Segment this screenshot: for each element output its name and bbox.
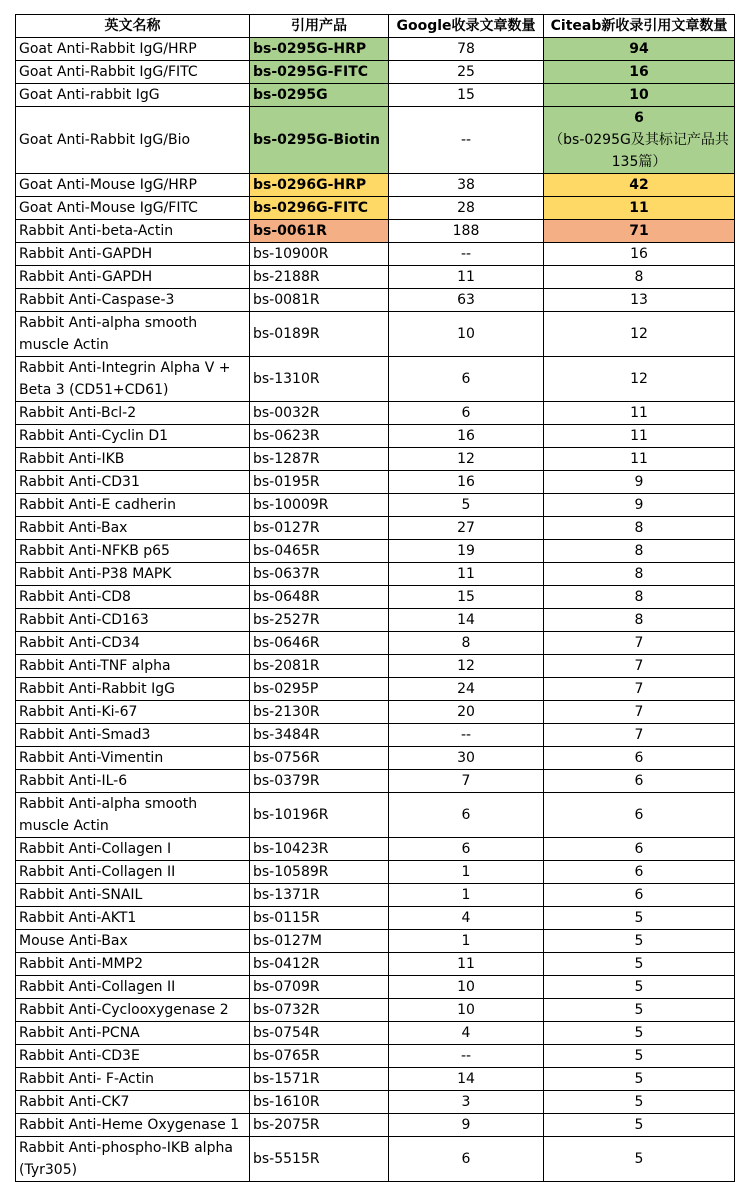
row-product-code: bs-2081R [250, 655, 389, 678]
table-row [16, 1045, 735, 1068]
row-citeab-count: 7 [544, 655, 735, 678]
row-citeab-count: 11 [544, 425, 735, 448]
row-citeab-count: 7 [544, 632, 735, 655]
row-english-name: Rabbit Anti-CD8 [16, 586, 250, 609]
table-row [16, 953, 735, 976]
row-google-count: 30 [389, 747, 544, 770]
row-citeab-count: 8 [544, 540, 735, 563]
row-citeab-count: 5 [544, 1137, 735, 1182]
row-product-code: bs-0115R [250, 907, 389, 930]
citation-table [15, 14, 735, 1182]
row-google-count: 63 [389, 289, 544, 312]
row-citeab-count: 5 [544, 1045, 735, 1068]
table-row [16, 471, 735, 494]
table-row [16, 38, 735, 61]
row-english-name: Rabbit Anti-Smad3 [16, 724, 250, 747]
row-citeab-count: 5 [544, 1068, 735, 1091]
table-row [16, 197, 735, 220]
row-english-name: Rabbit Anti-beta-Actin [16, 220, 250, 243]
row-citeab-count: 6 [544, 861, 735, 884]
header-product: 引用产品 [250, 15, 389, 38]
row-google-count: 16 [389, 471, 544, 494]
table-row [16, 517, 735, 540]
row-english-name: Rabbit Anti-CD163 [16, 609, 250, 632]
row-product-code: bs-5515R [250, 1137, 389, 1182]
row-product-code: bs-2075R [250, 1114, 389, 1137]
row-english-name: Rabbit Anti-Cyclooxygenase 2 [16, 999, 250, 1022]
row-google-count: 27 [389, 517, 544, 540]
row-citeab-count: 7 [544, 724, 735, 747]
row-english-name: Rabbit Anti-PCNA [16, 1022, 250, 1045]
row-product-code: bs-2130R [250, 701, 389, 724]
row-product-code: bs-2188R [250, 266, 389, 289]
row-english-name: Rabbit Anti-IKB [16, 448, 250, 471]
row-citeab-count: 6 [544, 747, 735, 770]
row-english-name: Rabbit Anti-phospho-IKB alpha (Tyr305) [16, 1137, 250, 1182]
row-english-name: Rabbit Anti-Integrin Alpha V + Beta 3 (CD51+CD61) [16, 357, 250, 402]
row-english-name: Rabbit Anti-Collagen I [16, 838, 250, 861]
row-google-count: 1 [389, 930, 544, 953]
table-row [16, 907, 735, 930]
table-row [16, 563, 735, 586]
row-english-name: Rabbit Anti-AKT1 [16, 907, 250, 930]
row-english-name: Rabbit Anti-Heme Oxygenase 1 [16, 1114, 250, 1137]
row-google-count: 8 [389, 632, 544, 655]
row-google-count: 6 [389, 1137, 544, 1182]
row-english-name: Rabbit Anti-Caspase-3 [16, 289, 250, 312]
row-product-code: bs-3484R [250, 724, 389, 747]
table-row [16, 747, 735, 770]
row-english-name: Mouse Anti-Bax [16, 930, 250, 953]
row-english-name: Rabbit Anti-Collagen II [16, 861, 250, 884]
row-google-count: 14 [389, 1068, 544, 1091]
row-product-code: bs-1287R [250, 448, 389, 471]
row-citeab-count: 8 [544, 586, 735, 609]
row-product-code: bs-0295G-Biotin [250, 107, 389, 174]
table-row [16, 861, 735, 884]
row-english-name: Rabbit Anti-CD34 [16, 632, 250, 655]
row-english-name: Rabbit Anti-Collagen II [16, 976, 250, 999]
row-product-code: bs-0732R [250, 999, 389, 1022]
row-english-name: Goat Anti-Rabbit IgG/Bio [16, 107, 250, 174]
table-row [16, 84, 735, 107]
row-english-name: Goat Anti-Rabbit IgG/FITC [16, 61, 250, 84]
row-english-name: Rabbit Anti-TNF alpha [16, 655, 250, 678]
row-google-count: 4 [389, 907, 544, 930]
row-citeab-count: 5 [544, 1114, 735, 1137]
row-english-name: Rabbit Anti-E cadherin [16, 494, 250, 517]
row-product-code: bs-1610R [250, 1091, 389, 1114]
row-english-name: Goat Anti-Mouse IgG/FITC [16, 197, 250, 220]
table-row [16, 1137, 735, 1182]
row-english-name: Rabbit Anti-Rabbit IgG [16, 678, 250, 701]
row-google-count: 19 [389, 540, 544, 563]
row-google-count: 7 [389, 770, 544, 793]
table-row [16, 770, 735, 793]
table-row [16, 61, 735, 84]
table-row [16, 1091, 735, 1114]
row-citeab-count: 11 [544, 448, 735, 471]
row-google-count: 6 [389, 838, 544, 861]
row-product-code: bs-0295G-HRP [250, 38, 389, 61]
row-product-code: bs-0127M [250, 930, 389, 953]
table-row [16, 999, 735, 1022]
table-row [16, 701, 735, 724]
row-google-count: 25 [389, 61, 544, 84]
header-google-count: Google收录文章数量 [389, 15, 544, 38]
row-google-count: 4 [389, 1022, 544, 1045]
row-citeab-count: 94 [544, 38, 735, 61]
row-citeab-count: 5 [544, 953, 735, 976]
citeab-count-note: （bs-0295G及其标记产品共135篇） [549, 132, 729, 170]
row-english-name: Rabbit Anti-Ki-67 [16, 701, 250, 724]
table-row [16, 494, 735, 517]
row-citeab-count: 6 [544, 770, 735, 793]
row-citeab-count: 9 [544, 494, 735, 517]
row-google-count: -- [389, 107, 544, 174]
table-row [16, 448, 735, 471]
row-product-code: bs-10009R [250, 494, 389, 517]
row-product-code: bs-0061R [250, 220, 389, 243]
row-english-name: Rabbit Anti-Bcl-2 [16, 402, 250, 425]
row-citeab-count: 16 [544, 61, 735, 84]
table-row [16, 655, 735, 678]
row-google-count: 1 [389, 884, 544, 907]
row-english-name: Rabbit Anti-GAPDH [16, 243, 250, 266]
row-google-count: 15 [389, 84, 544, 107]
row-citeab-count: 42 [544, 174, 735, 197]
row-google-count: 11 [389, 953, 544, 976]
table-row [16, 357, 735, 402]
row-product-code: bs-0754R [250, 1022, 389, 1045]
row-product-code: bs-0295G [250, 84, 389, 107]
row-citeab-count: 8 [544, 517, 735, 540]
table-row [16, 402, 735, 425]
row-google-count: 12 [389, 655, 544, 678]
row-product-code: bs-1310R [250, 357, 389, 402]
row-english-name: Rabbit Anti-P38 MAPK [16, 563, 250, 586]
row-english-name: Goat Anti-rabbit IgG [16, 84, 250, 107]
row-english-name: Rabbit Anti-Cyclin D1 [16, 425, 250, 448]
table-row [16, 1068, 735, 1091]
row-google-count: 38 [389, 174, 544, 197]
row-product-code: bs-0127R [250, 517, 389, 540]
table-row [16, 312, 735, 357]
row-citeab-count: 11 [544, 197, 735, 220]
row-product-code: bs-0709R [250, 976, 389, 999]
table-row [16, 609, 735, 632]
row-english-name: Rabbit Anti-SNAIL [16, 884, 250, 907]
row-google-count: 14 [389, 609, 544, 632]
row-citeab-count: 7 [544, 701, 735, 724]
row-product-code: bs-0756R [250, 747, 389, 770]
row-product-code: bs-10196R [250, 793, 389, 838]
row-google-count: 15 [389, 586, 544, 609]
row-product-code: bs-2527R [250, 609, 389, 632]
table-row [16, 107, 735, 174]
row-google-count: 16 [389, 425, 544, 448]
citeab-count-value: 6 [634, 110, 644, 126]
table-row [16, 838, 735, 861]
table-row [16, 884, 735, 907]
row-google-count: 188 [389, 220, 544, 243]
row-citeab-count: 71 [544, 220, 735, 243]
row-citeab-count: 5 [544, 1091, 735, 1114]
row-english-name: Goat Anti-Mouse IgG/HRP [16, 174, 250, 197]
row-citeab-count: 5 [544, 976, 735, 999]
row-citeab-count: 8 [544, 266, 735, 289]
row-english-name: Rabbit Anti-GAPDH [16, 266, 250, 289]
table-row [16, 289, 735, 312]
row-product-code: bs-1371R [250, 884, 389, 907]
row-product-code: bs-0295P [250, 678, 389, 701]
row-google-count: 3 [389, 1091, 544, 1114]
row-product-code: bs-0296G-FITC [250, 197, 389, 220]
table-row [16, 976, 735, 999]
table-row [16, 266, 735, 289]
table-row [16, 425, 735, 448]
row-product-code: bs-0765R [250, 1045, 389, 1068]
row-english-name: Rabbit Anti-Vimentin [16, 747, 250, 770]
row-citeab-count: 6 [544, 838, 735, 861]
row-citeab-count: 5 [544, 999, 735, 1022]
row-product-code: bs-10589R [250, 861, 389, 884]
row-english-name: Rabbit Anti-IL-6 [16, 770, 250, 793]
row-citeab-count: 5 [544, 1022, 735, 1045]
table-row [16, 678, 735, 701]
row-product-code: bs-0379R [250, 770, 389, 793]
row-citeab-count: 9 [544, 471, 735, 494]
table-row [16, 1114, 735, 1137]
row-google-count: -- [389, 1045, 544, 1068]
row-product-code: bs-0295G-FITC [250, 61, 389, 84]
row-google-count: -- [389, 243, 544, 266]
row-citeab-count: 6 [544, 884, 735, 907]
row-product-code: bs-0296G-HRP [250, 174, 389, 197]
table-row [16, 586, 735, 609]
row-google-count: 11 [389, 266, 544, 289]
row-english-name: Rabbit Anti-NFKB p65 [16, 540, 250, 563]
row-google-count: 5 [389, 494, 544, 517]
row-english-name: Rabbit Anti-Bax [16, 517, 250, 540]
header-english-name: 英文名称 [16, 15, 250, 38]
row-citeab-count: 12 [544, 312, 735, 357]
row-google-count: 12 [389, 448, 544, 471]
row-english-name: Rabbit Anti-CD3E [16, 1045, 250, 1068]
row-citeab-count: 8 [544, 609, 735, 632]
row-english-name: Rabbit Anti- F-Actin [16, 1068, 250, 1091]
row-citeab-count: 13 [544, 289, 735, 312]
table-row [16, 540, 735, 563]
table-row [16, 243, 735, 266]
row-google-count: 11 [389, 563, 544, 586]
row-citeab-count [544, 107, 735, 174]
row-product-code: bs-0081R [250, 289, 389, 312]
table-row [16, 220, 735, 243]
row-google-count: 24 [389, 678, 544, 701]
table-row [16, 632, 735, 655]
row-google-count: 6 [389, 793, 544, 838]
row-google-count: 6 [389, 357, 544, 402]
row-product-code: bs-10423R [250, 838, 389, 861]
row-google-count: -- [389, 724, 544, 747]
row-citeab-count: 16 [544, 243, 735, 266]
row-google-count: 20 [389, 701, 544, 724]
row-citeab-count: 11 [544, 402, 735, 425]
row-product-code: bs-0412R [250, 953, 389, 976]
table-row [16, 930, 735, 953]
row-citeab-count: 5 [544, 907, 735, 930]
row-product-code: bs-0646R [250, 632, 389, 655]
row-product-code: bs-0189R [250, 312, 389, 357]
row-google-count: 10 [389, 999, 544, 1022]
row-english-name: Rabbit Anti-CK7 [16, 1091, 250, 1114]
row-product-code: bs-0648R [250, 586, 389, 609]
row-google-count: 9 [389, 1114, 544, 1137]
row-google-count: 10 [389, 312, 544, 357]
row-google-count: 1 [389, 861, 544, 884]
row-product-code: bs-0195R [250, 471, 389, 494]
row-product-code: bs-10900R [250, 243, 389, 266]
row-citeab-count: 10 [544, 84, 735, 107]
row-google-count: 6 [389, 402, 544, 425]
row-citeab-count: 8 [544, 563, 735, 586]
table-row [16, 793, 735, 838]
row-english-name: Rabbit Anti-CD31 [16, 471, 250, 494]
row-product-code: bs-1571R [250, 1068, 389, 1091]
row-product-code: bs-0623R [250, 425, 389, 448]
row-product-code: bs-0637R [250, 563, 389, 586]
table-row [16, 174, 735, 197]
row-english-name: Rabbit Anti-alpha smooth muscle Actin [16, 793, 250, 838]
row-english-name: Rabbit Anti-MMP2 [16, 953, 250, 976]
row-citeab-count: 12 [544, 357, 735, 402]
row-citeab-count: 7 [544, 678, 735, 701]
header-row [16, 15, 735, 38]
row-google-count: 78 [389, 38, 544, 61]
row-product-code: bs-0465R [250, 540, 389, 563]
table-row [16, 1022, 735, 1045]
row-google-count: 10 [389, 976, 544, 999]
row-english-name: Rabbit Anti-alpha smooth muscle Actin [16, 312, 250, 357]
row-english-name: Goat Anti-Rabbit IgG/HRP [16, 38, 250, 61]
row-google-count: 28 [389, 197, 544, 220]
row-citeab-count: 6 [544, 793, 735, 838]
header-citeab-count: Citeab新收录引用文章数量 [544, 15, 735, 38]
row-citeab-count: 5 [544, 930, 735, 953]
row-product-code: bs-0032R [250, 402, 389, 425]
table-row [16, 724, 735, 747]
